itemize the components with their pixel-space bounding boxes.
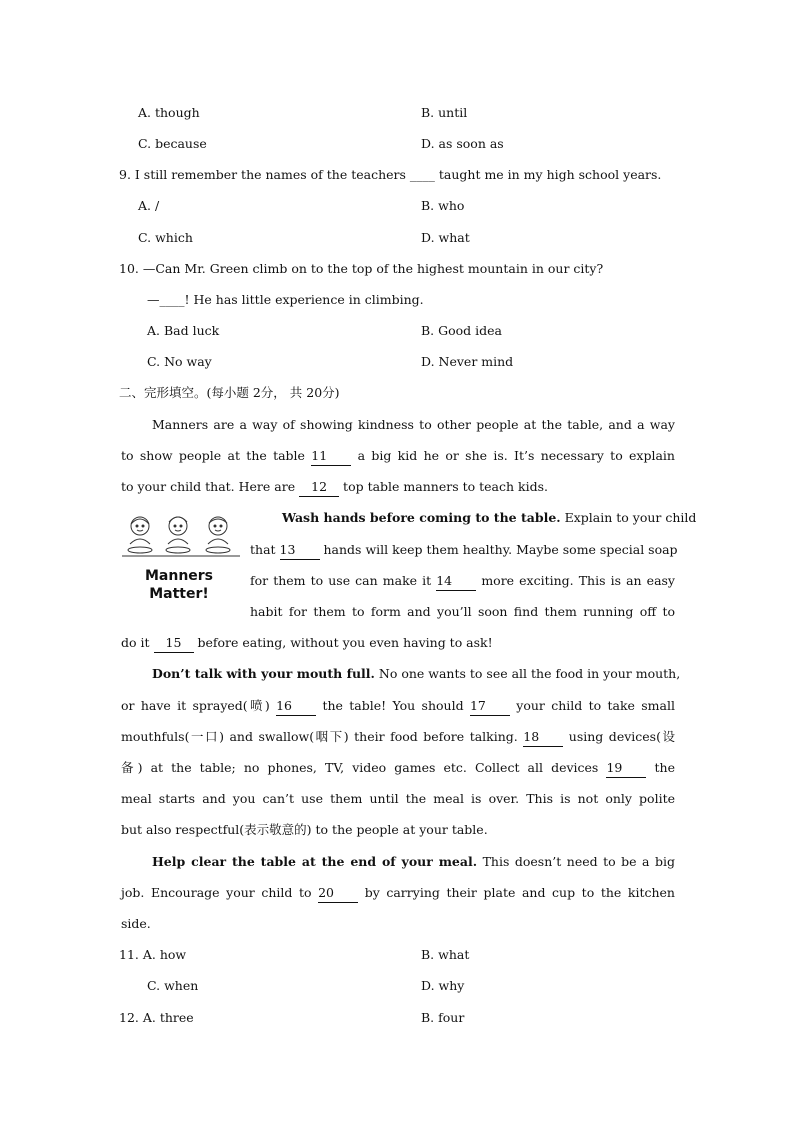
q9-option-a[interactable]: A. / bbox=[138, 198, 160, 213]
q10-stem: 10. —Can Mr. Green climb on to the top of the highest mountain in our city? bbox=[119, 261, 604, 276]
passage-line: but also respectful(表示敬意的) to the people at your table. bbox=[121, 822, 488, 837]
tip-heading: Help clear the table at the end of your meal. bbox=[152, 854, 478, 869]
illustration-caption-line1: Manners bbox=[144, 568, 214, 584]
blank-14[interactable]: 14 bbox=[436, 572, 476, 591]
passage-line: 备) at the table; no phones, TV, video games etc. Collect all devices 19 the bbox=[121, 759, 675, 778]
kids-eating-icon bbox=[120, 512, 245, 564]
blank-17[interactable]: 17 bbox=[470, 697, 510, 716]
q9-option-d[interactable]: D. what bbox=[421, 230, 470, 245]
q11-option-a[interactable]: 11. A. how bbox=[119, 947, 187, 962]
passage-line: mouthfuls(一口) and swallow(咽下) their food before talking. 18 using devices(设 bbox=[121, 728, 675, 747]
passage-line: job. Encourage your child to 20 by carrying their plate and cup to the kitchen bbox=[121, 884, 675, 903]
q10-option-a[interactable]: A. Bad luck bbox=[147, 323, 220, 338]
blank-15[interactable]: 15 bbox=[154, 634, 194, 653]
passage-line: to your child that. Here are 12 top table manners to teach kids. bbox=[121, 478, 548, 497]
q8-option-c[interactable]: C. because bbox=[138, 136, 207, 151]
passage-line: for them to use can make it 14 more exciting. This is an easy bbox=[250, 572, 675, 591]
q9-blank: ____ bbox=[409, 167, 435, 182]
passage-line: Wash hands before coming to the table. Explain to your child bbox=[282, 510, 697, 525]
q10-option-d[interactable]: D. Never mind bbox=[421, 354, 514, 369]
blank-16[interactable]: 16 bbox=[276, 697, 316, 716]
q12-option-a[interactable]: 12. A. three bbox=[119, 1010, 194, 1025]
passage-line: Don’t talk with your mouth full. No one wants to see all the food in your mouth, bbox=[152, 666, 681, 681]
illustration-caption-line2: Matter! bbox=[149, 586, 209, 602]
passage-line: side. bbox=[121, 916, 151, 931]
q9-option-c[interactable]: C. which bbox=[138, 230, 193, 245]
manners-matter-illustration bbox=[120, 512, 245, 607]
q12-option-b[interactable]: B. four bbox=[421, 1010, 465, 1025]
blank-11[interactable]: 11 bbox=[311, 447, 351, 466]
passage-line: habit for them to form and you’ll soon find them running off to bbox=[250, 604, 675, 619]
passage-line: or have it sprayed(喷) 16 the table! You should 17 your child to take small bbox=[121, 697, 675, 716]
blank-18[interactable]: 18 bbox=[523, 728, 563, 747]
q8-option-d[interactable]: D. as soon as bbox=[421, 136, 504, 151]
q10-option-c[interactable]: C. No way bbox=[147, 354, 212, 369]
passage-line: to show people at the table 11 a big kid he or she is. It’s necessary to explain bbox=[121, 447, 675, 466]
q11-option-c[interactable]: C. when bbox=[147, 978, 199, 993]
passage-line: that 13 hands will keep them healthy. Maybe some special soap bbox=[250, 541, 675, 560]
blank-13[interactable]: 13 bbox=[280, 541, 320, 560]
q11-option-b[interactable]: B. what bbox=[421, 947, 470, 962]
q9-stem: 9. I still remember the names of the teachers ____ taught me in my high school years. bbox=[119, 167, 662, 182]
tip-heading: Wash hands before coming to the table. bbox=[282, 510, 561, 525]
passage-line: Help clear the table at the end of your meal. This doesn’t need to be a big bbox=[152, 854, 676, 869]
q10-blank: ____ bbox=[159, 292, 185, 307]
blank-20[interactable]: 20 bbox=[318, 884, 358, 903]
q11-option-d[interactable]: D. why bbox=[421, 978, 465, 993]
q10-option-b[interactable]: B. Good idea bbox=[421, 323, 502, 338]
q9-option-b[interactable]: B. who bbox=[421, 198, 465, 213]
blank-19[interactable]: 19 bbox=[606, 759, 646, 778]
tip-heading: Don’t talk with your mouth full. bbox=[152, 666, 375, 681]
passage-line: do it 15 before eating, without you even having to ask! bbox=[121, 634, 493, 653]
q10-reply: —____! He has little experience in climbing. bbox=[147, 292, 424, 307]
section-heading: 二、完形填空。(每小题 2分， 共 20分) bbox=[119, 385, 340, 400]
q8-option-a[interactable]: A. though bbox=[138, 105, 200, 120]
passage-line: Manners are a way of showing kindness to other people at the table, and a way bbox=[152, 417, 675, 432]
blank-12[interactable]: 12 bbox=[299, 478, 339, 497]
passage-line: meal starts and you can’t use them until the meal is over. This is not only polite bbox=[121, 791, 675, 806]
q8-option-b[interactable]: B. until bbox=[421, 105, 468, 120]
